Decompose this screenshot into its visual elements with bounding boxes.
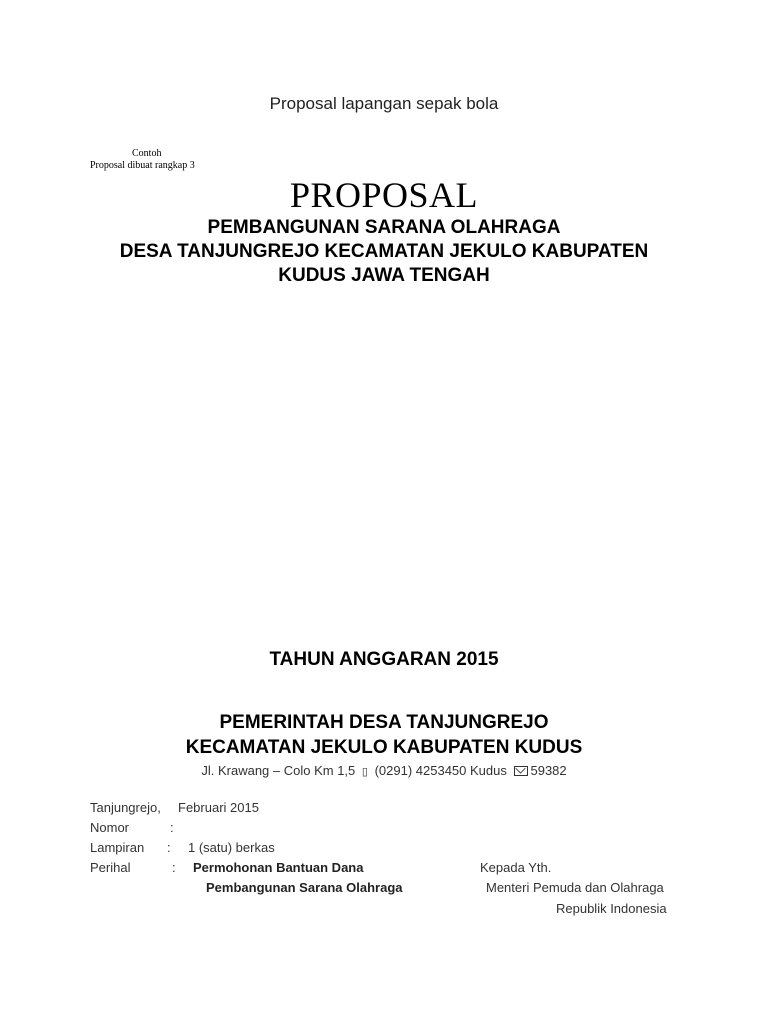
letter-date: Februari 2015 bbox=[178, 800, 259, 815]
subtitle-line-1: PEMBANGUNAN SARANA OLAHRAGA bbox=[207, 217, 561, 238]
lampiran-value: 1 (satu) berkas bbox=[188, 840, 275, 855]
proposal-heading: PROPOSAL bbox=[289, 175, 479, 215]
letterhead-org-line-1: PEMERINTAH DESA TANJUNGREJO bbox=[219, 712, 549, 733]
recipient-line-1: Kepada Yth. bbox=[480, 860, 552, 875]
recipient-line-3: Republik Indonesia bbox=[556, 901, 667, 916]
postal-code: 59382 bbox=[530, 763, 567, 778]
subtitle-line-3: KUDUS JAWA TENGAH bbox=[278, 265, 490, 286]
letterhead-address bbox=[0, 763, 768, 778]
note-example: Contoh bbox=[132, 148, 162, 159]
envelope-icon bbox=[514, 766, 528, 776]
budget-year: TAHUN ANGGARAN 2015 bbox=[269, 649, 499, 670]
nomor-colon: : bbox=[170, 820, 174, 835]
page-title: Proposal lapangan sepak bola bbox=[269, 94, 499, 113]
subtitle-line-2: DESA TANJUNGREJO KECAMATAN JEKULO KABUPATEN bbox=[119, 241, 649, 262]
perihal-label: Perihal bbox=[90, 860, 131, 875]
lampiran-colon: : bbox=[167, 840, 171, 855]
perihal-line-1: Permohonan Bantuan Dana bbox=[193, 860, 364, 875]
note-copies: Proposal dibuat rangkap 3 bbox=[90, 160, 195, 171]
perihal-colon: : bbox=[172, 860, 176, 875]
recipient-line-2: Menteri Pemuda dan Olahraga bbox=[486, 880, 664, 895]
phone-icon: ▯ bbox=[361, 766, 368, 778]
address-text: Jl. Krawang – Colo Km 1,5 bbox=[201, 763, 356, 778]
nomor-label: Nomor bbox=[90, 820, 130, 835]
lampiran-label: Lampiran bbox=[90, 840, 145, 855]
letterhead-org-line-2: KECAMATAN JEKULO KABUPATEN KUDUS bbox=[185, 737, 583, 758]
phone-text: (0291) 4253450 Kudus bbox=[374, 763, 507, 778]
place-label: Tanjungrejo, bbox=[90, 800, 161, 815]
perihal-line-2: Pembangunan Sarana Olahraga bbox=[206, 880, 403, 895]
